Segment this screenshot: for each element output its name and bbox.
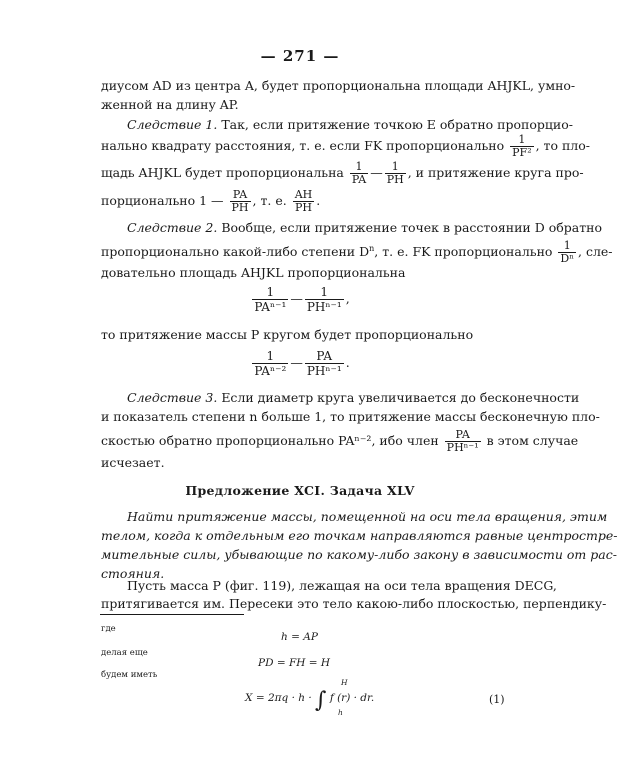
fraction-num: 1 [355, 160, 363, 173]
cor2-line1 [101, 220, 603, 236]
problem-line4: стояния. [101, 566, 165, 581]
footnote-formula-1: h = AP [281, 631, 318, 643]
equation-1 [0, 285, 600, 314]
page-number: — 271 — [260, 47, 340, 65]
fraction [252, 285, 288, 314]
equation-punct: , [345, 291, 350, 306]
cor3-line1 [101, 390, 580, 406]
cor1-line2 [101, 133, 590, 159]
fraction [445, 429, 481, 454]
footnote-word-also: делая еще [101, 648, 148, 658]
fraction-den: PA [351, 173, 367, 186]
cor1-line4-mid: , т. е. [252, 193, 287, 208]
cor1-label: Следствие 1. [127, 117, 218, 132]
integral-lower-limit: h [338, 708, 343, 717]
cor3-line2: и показатель степени n больше 1, то притяжение массы бесконечную пло- [101, 409, 600, 424]
cor2-line4: то притяжение массы P кругом будет пропорционально [101, 327, 474, 342]
cor2-line1-text: Вообще, если притяжение точек в расстоянии D обратно [221, 220, 603, 235]
footnote-formula-3 [245, 690, 374, 712]
fraction [230, 189, 251, 214]
integral-icon: ∫ [315, 688, 327, 713]
formula-left: X = 2πq · h · [245, 692, 312, 704]
cor1-line4 [101, 189, 505, 214]
fraction-den: PH [293, 201, 315, 214]
fraction-num: PA [455, 428, 470, 441]
cor1-line2-end: , то пло- [535, 138, 590, 153]
fraction-num: 1 [391, 160, 399, 173]
fraction [305, 285, 344, 314]
cor3-line4: исчезает. [101, 455, 165, 470]
para2-line2: притягивается им. Пересеки это тело какою-либо плоскостью, перпендику- [101, 596, 607, 611]
fraction-den: PH [231, 201, 249, 214]
footnote-formula-2: PD = FH = H [258, 657, 331, 669]
fraction-den: PAⁿ⁻² [254, 364, 287, 378]
fraction-num: 1 [266, 285, 275, 299]
fraction [293, 189, 315, 214]
fraction-den: PHⁿ⁻¹ [306, 364, 342, 378]
fraction-num: 1 [563, 239, 571, 252]
para1-line2: женной на длину AP. [101, 97, 239, 112]
cor1-line1 [101, 117, 573, 133]
cor1-line3-end: , и притяжение круга про- [407, 165, 584, 180]
equation-2 [0, 349, 600, 378]
fraction-num: 1 [320, 285, 329, 299]
para2-line1-text: Пусть масса P (фиг. 119), лежащая на оси тела вращения DECG, [127, 578, 557, 593]
equation-punct: . [345, 355, 350, 370]
cor3-line1-text: Если диаметр круга увеличивается до бесконечности [221, 390, 580, 405]
cor1-line3 [101, 160, 584, 186]
minus-sign: — [290, 291, 303, 306]
para2-line1 [101, 578, 557, 594]
cor3-label: Следствие 3. [127, 390, 218, 405]
footnote-rule [100, 614, 244, 615]
fraction [385, 161, 406, 186]
cor3-line3-text: скостью обратно пропорционально PAⁿ⁻², ибо член [101, 433, 439, 448]
formula-right: f (r) · dr. [329, 692, 375, 704]
footnote-word-where: где [101, 624, 116, 634]
cor2-line3: довательно площадь AHJKL пропорциональна [101, 265, 406, 280]
cor1-line2-text: нально квадрату расстояния, т. е. если FK пропорционально [101, 138, 505, 153]
fraction [558, 240, 576, 265]
integral-upper-limit: H [341, 678, 348, 687]
cor3-line3 [101, 428, 579, 454]
minus-sign: — [370, 165, 383, 180]
fraction [252, 349, 288, 378]
problem-line1 [101, 509, 608, 525]
fraction-den: PHⁿ⁻¹ [446, 441, 479, 454]
problem-line2: телом, когда к отдельным его точкам направляются равные центростре- [101, 528, 618, 543]
cor2-label: Следствие 2. [127, 220, 218, 235]
cor1-line1-text: Так, если притяжение точкою E обратно пропорцио- [221, 117, 573, 132]
fraction [350, 161, 368, 186]
fraction [305, 349, 344, 378]
fraction-den: PHⁿ⁻¹ [306, 300, 342, 314]
fraction-num: AH [294, 188, 313, 201]
fraction-den: PH [386, 173, 404, 186]
fraction-den: PAⁿ⁻¹ [254, 300, 287, 314]
problem-line3: мительные силы, убывающие по какому-либо закону в зависимости от рас- [101, 547, 617, 562]
fraction-num: PA [232, 188, 248, 201]
cor1-line4-text: порционально 1 — [101, 193, 224, 208]
cor1-line3-text: щадь AHJKL будет пропорциональна [101, 165, 344, 180]
fraction-den: PF² [512, 146, 532, 159]
fraction-num: 1 [518, 133, 526, 146]
cor3-line3-end: в этом случае [486, 433, 579, 448]
proposition-heading: Предложение XCI. Задача XLV [185, 483, 415, 498]
para1-line1: диусом AD из центра A, будет пропорциональна площади AHJKL, умно- [101, 78, 576, 93]
footnote-word-have: будем иметь [101, 670, 158, 680]
cor2-line2-end: , сле- [578, 244, 613, 259]
fraction [510, 134, 533, 159]
cor2-line2 [101, 239, 613, 265]
problem-line1-text: Найти притяжение массы, помещенной на оси тела вращения, этим [127, 509, 608, 524]
fraction-den: Dⁿ [560, 252, 574, 265]
cor2-line2-text: пропорционально какой-либо степени D [101, 244, 370, 259]
exponent: n [369, 243, 375, 253]
cor1-line4-end: . [316, 193, 321, 208]
fraction-num: 1 [266, 349, 275, 363]
fraction-num: PA [316, 349, 333, 363]
cor2-line2-mid: , т. е. FK пропорционально [374, 244, 553, 259]
minus-sign: — [290, 355, 303, 370]
equation-number: (1) [489, 693, 505, 706]
